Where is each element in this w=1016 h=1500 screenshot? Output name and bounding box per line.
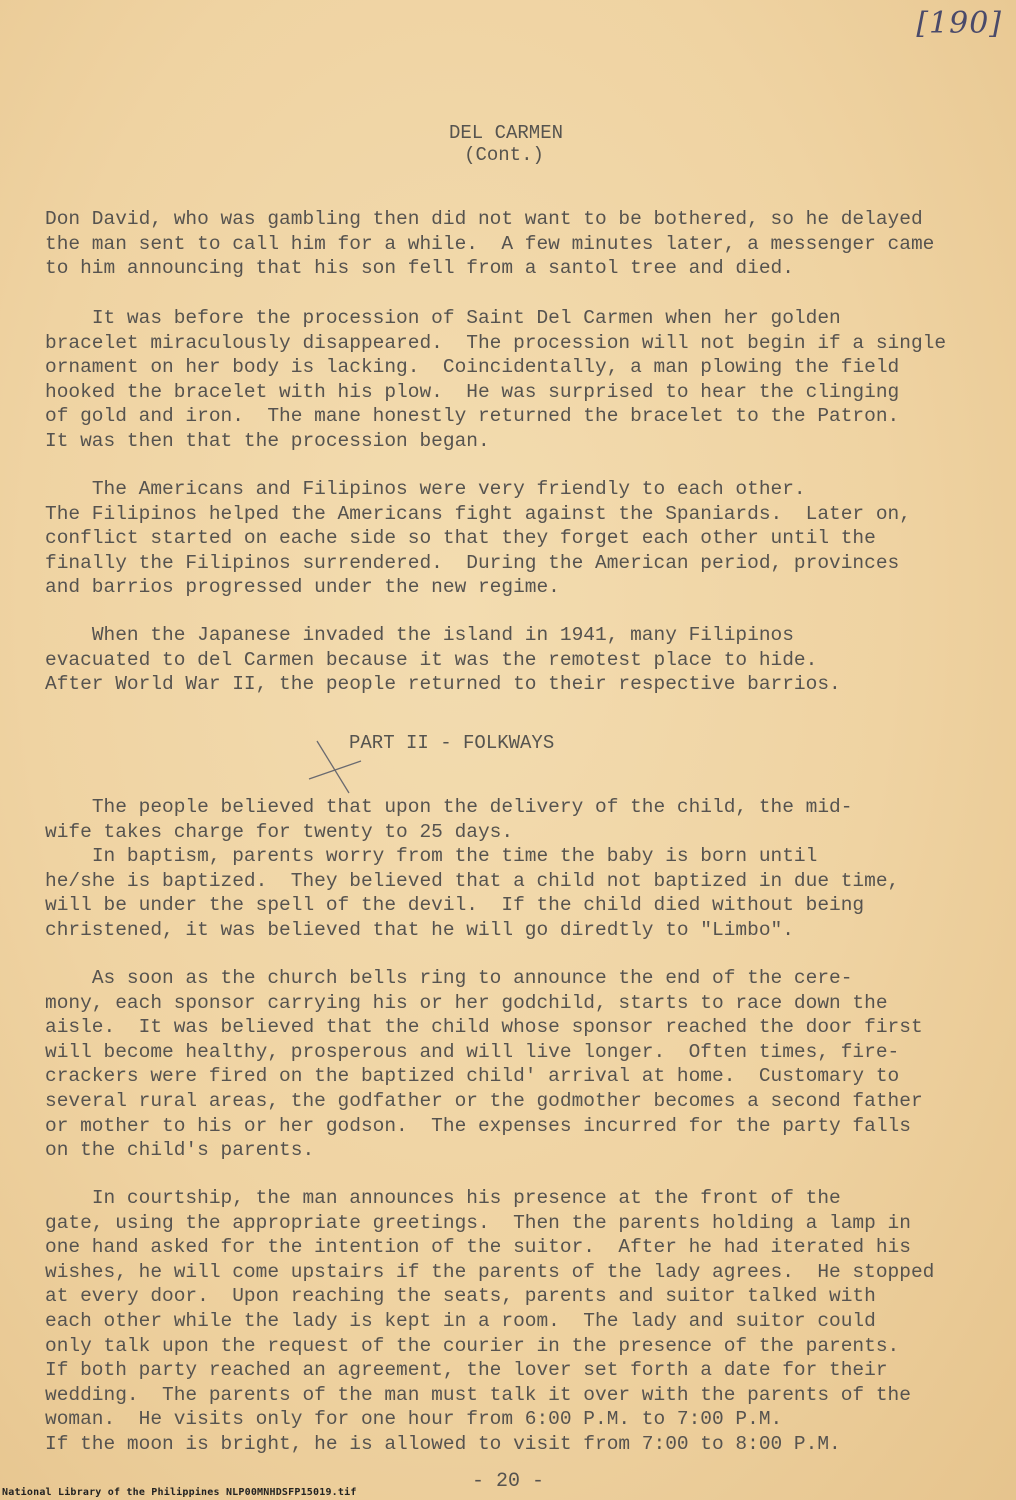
paragraph-sponsors: As soon as the church bells ring to announce the end of the cere- mony, each sponsor carrying his or her godchild, starts to race down the aisle. It was believed that the child whose sponsor reached the door first will become healthy, prosperous and will live longer. Often times, fire- crackers were fired on the baptized child' arrival at home. Customary to several rural areas, the godfather or the godmother becomes a second father or mother to his or her godson. The expenses incurred for the party falls on the child's parents. [45, 967, 923, 1162]
paragraph-japanese: When the Japanese invaded the island in 1941, many Filipinos evacuated to del Carmen because it was the remotest place to hide. After World War II, the people returned to their respective barrios. [45, 624, 841, 696]
footer-credit: National Library of the Philippines NLP00MNHDSFP15019.tif [2, 1487, 357, 1498]
page-number: - 20 - [471, 1470, 544, 1493]
paragraph-midwife-baptism: The people believed that upon the delivery of the child, the mid- wife takes charge for twenty to 25 days. In baptism, parents worry from the time the baby is born until he/she is baptized. They believed that a child not baptized in due time, will be under the spell of the devil. If the child died without being christened, it was believed that he will go diredtly to "Limbo". [45, 796, 900, 941]
paragraph-americans: The Americans and Filipinos were very friendly to each other. The Filipinos helped the Americans fight against the Spaniards. Later on, conflict started on eache side so that they forget each other until the finally the Filipinos surrendered. During the American period, provinces and barrios progressed under the new regime. [45, 478, 911, 599]
paragraph-courtship: In courtship, the man announces his presence at the front of the gate, using the appropriate greetings. Then the parents holding a lamp in one hand asked for the intention of the suitor. After he had iterated his wishes, he will come upstairs if the parents of the lady agrees. He stopped at every door. Upon reaching the seats, parents and suitor talked with each other while the lady is kept in a room. The lady and suitor could only talk upon the request of the courier in the presence of the parents. If both party reached an agreement, the lover set forth a date for their wedding. The parents of the man must talk it over with the parents of the woman. He visits only for one hour from 6:00 P.M. to 7:00 P.M. If the moon is bright, he is allowed to visit from 7:00 to 8:00 P.M. [45, 1187, 935, 1455]
paragraph-bracelet: It was before the procession of Saint Del Carmen when her golden bracelet miraculously disappeared. The procession will not begin if a single ornament on her body is lacking. Coincidentally, a man plowing the field hooked the bracelet with his plow. He was surprised to hear the clinging of gold and iron. The mane honestly returned the bracelet to the Patron. It was then that the procession began. [45, 307, 947, 452]
handwritten-page-number: [190] [916, 6, 1002, 41]
document-subtitle: (Cont.) [464, 144, 544, 166]
section-heading-folkways: PART II - FOLKWAYS [349, 732, 555, 754]
document-title: DEL CARMEN [448, 122, 564, 144]
paragraph-don-david: Don David, who was gambling then did not want to be bothered, so he delayed the man sent to call him for a while. A few minutes later, a messenger came to him announcing that his son fell from a santol tree and died. [45, 208, 935, 280]
